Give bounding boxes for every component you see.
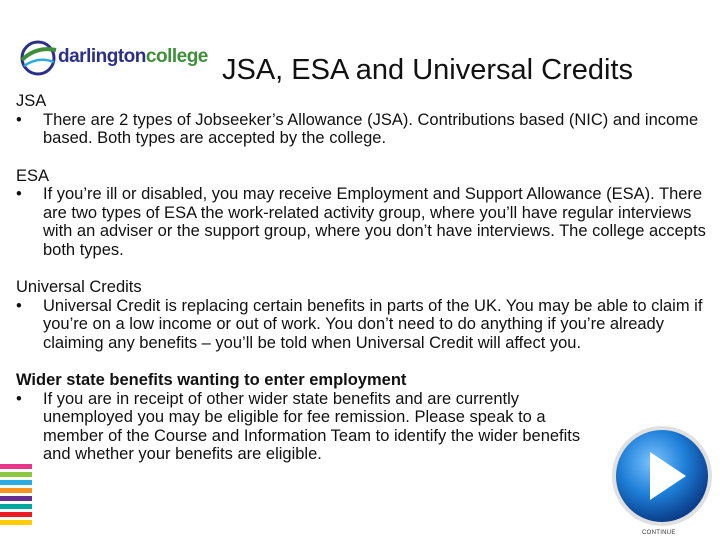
- bullet-item: [16, 185, 706, 259]
- section-heading: JSA: [16, 92, 47, 110]
- stripe: [0, 480, 32, 485]
- bullet-text: Universal Credit is replacing certain benefits in parts of the UK. You may be able to claim if you’re on a low income or out of work. You don’t need to do anything if you’re already claiming any benefits – you’ll be told when Universal Credit will affect you.: [43, 296, 703, 352]
- stripe: [0, 472, 32, 477]
- stripe: [0, 520, 32, 525]
- bullet-marker: •: [16, 110, 22, 129]
- bullet-marker: •: [16, 185, 22, 203]
- logo-part-1: darlington: [58, 46, 146, 67]
- slide-body: [16, 92, 706, 464]
- bullet-text: If you’re ill or disabled, you may receive Employment and Support Allowance (ESA). There are two types of ESA the work-related activity group, where you’ll have regular interviews with an adviser or the support group, where you don’t have interviews. The college accepts both types.: [43, 185, 706, 259]
- play-icon[interactable]: [610, 424, 714, 528]
- section-heading: Wider state benefits wanting to enter employment: [16, 371, 407, 389]
- stripe: [0, 512, 32, 517]
- section-jsa: [16, 92, 706, 148]
- decorative-stripes: [0, 464, 32, 540]
- bullet-marker: •: [16, 296, 22, 315]
- logo-part-2: college: [145, 46, 208, 67]
- section-wider-benefits: [16, 371, 706, 464]
- bullet-text: There are 2 types of Jobseeker’s Allowance (JSA). Contributions based (NIC) and income based. Both types are accepted by the college.: [43, 110, 699, 147]
- section-esa: [16, 167, 706, 260]
- bullet-item: [16, 390, 706, 464]
- bullet-item: [16, 111, 706, 148]
- stripe: [0, 488, 32, 493]
- bullet-marker: •: [16, 389, 22, 408]
- section-heading: Universal Credits: [16, 278, 142, 296]
- college-swoosh-logo-icon: [18, 36, 58, 80]
- logo-wordmark: [58, 46, 208, 68]
- section-universal-credits: [16, 278, 706, 352]
- stripe: [0, 496, 32, 501]
- stripe: [0, 504, 32, 509]
- college-logo: [18, 36, 213, 80]
- bullet-text: If you are in receipt of other wider state benefits and are currently unemployed you may be eligible for fee remission. Please speak to a member of the Course and Information Team to identify the wider benefits and whether your benefits are eligible.: [43, 389, 581, 463]
- stripe: [0, 464, 32, 469]
- continue-label[interactable]: CONTINUE: [642, 530, 676, 536]
- bullet-item: [16, 297, 706, 353]
- slide-title: JSA, ESA and Universal Credits: [222, 54, 634, 86]
- section-heading: ESA: [16, 166, 50, 185]
